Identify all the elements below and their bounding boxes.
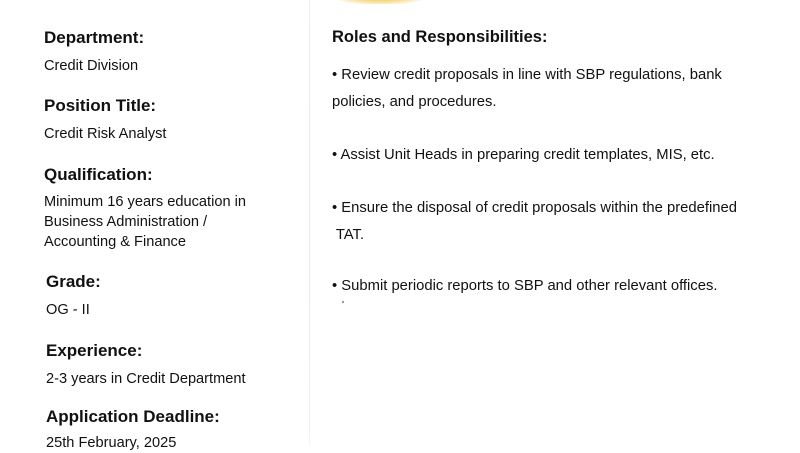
role-item xyxy=(332,273,717,300)
deadline-field xyxy=(46,407,220,453)
qualification-label: Qualification: xyxy=(44,165,153,184)
experience-field xyxy=(46,341,246,389)
stray-dot-mark xyxy=(342,301,344,303)
role-item-line: TAT. xyxy=(332,227,365,243)
deadline-value: 25th February, 2025 xyxy=(46,435,177,451)
grade-value: OG - II xyxy=(46,302,90,318)
position-value: Credit Risk Analyst xyxy=(44,126,167,142)
role-item-line: • Ensure the disposal of credit proposals within the predefined xyxy=(332,200,737,216)
roles-title: Roles and Responsibilities: xyxy=(332,28,548,46)
department-field xyxy=(44,28,144,76)
qualification-line: Minimum 16 years education in xyxy=(44,194,246,210)
role-item-line: • Submit periodic reports to SBP and other relevant offices. xyxy=(332,278,718,294)
role-item xyxy=(332,195,737,249)
qualification-value xyxy=(44,192,246,252)
roles-column xyxy=(332,0,792,445)
position-label: Position Title: xyxy=(44,96,157,115)
role-item-line: • Assist Unit Heads in preparing credit templates, MIS, etc. xyxy=(332,147,715,163)
qualification-field xyxy=(44,165,246,252)
department-label: Department: xyxy=(44,28,145,47)
deadline-label: Application Deadline: xyxy=(46,407,220,426)
experience-value: 2-3 years in Credit Department xyxy=(46,371,246,387)
position-field xyxy=(44,96,166,144)
experience-label: Experience: xyxy=(46,341,143,360)
department-value: Credit Division xyxy=(44,58,139,74)
role-item xyxy=(332,62,722,116)
role-item xyxy=(332,142,715,169)
qualification-line: Accounting & Finance xyxy=(44,234,186,250)
grade-label: Grade: xyxy=(46,272,101,291)
qualification-line: Business Administration / xyxy=(44,214,208,230)
role-item-line: policies, and procedures. xyxy=(332,94,497,110)
grade-field xyxy=(46,272,101,320)
job-details-column xyxy=(0,0,305,451)
column-divider xyxy=(309,0,310,445)
role-item-line: • Review credit proposals in line with SBP regulations, bank xyxy=(332,67,722,83)
